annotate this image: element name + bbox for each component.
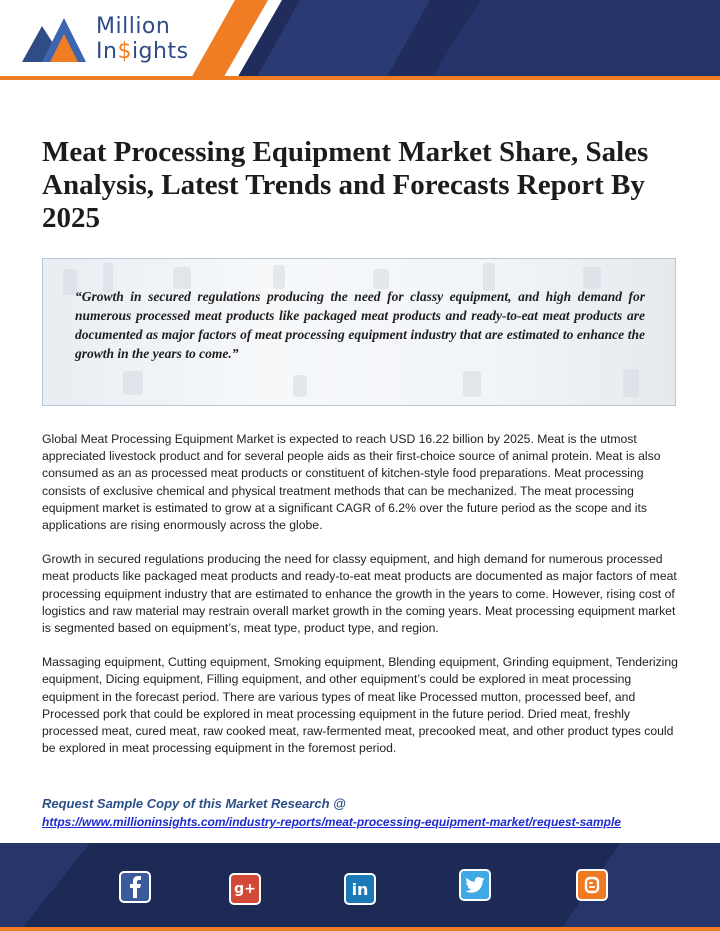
request-sample-heading: Request Sample Copy of this Market Research @: [42, 796, 346, 811]
report-title: Meat Processing Equipment Market Share, Sales Analysis, Latest Trends and Forecasts Report By 2025: [42, 136, 649, 234]
highlight-quote: “Growth in secured regulations producing the need for classy equipment, and high demand for numerous processed meat products like packaged meat products and ready-to-eat meat products are documented as major factors of meat processing equipment industry that are estimated to enhance the growth in the years to come.”: [75, 289, 645, 361]
logo-mountain-icon: [20, 12, 90, 64]
page-header: [0, 0, 720, 80]
logo-line-1: Million: [96, 14, 171, 39]
request-sample-link[interactable]: https://www.millioninsights.com/industry-reports/meat-processing-equipment-market/request-sample: [42, 815, 621, 829]
request-sample-section: [42, 795, 682, 831]
article-body: [42, 431, 682, 774]
paragraph: Global Meat Processing Equipment Market is expected to reach USD 16.22 billion by 2025. Meat is the utmost appreciated livestock product and for several people aids as their first-choice source of animal protein. Meat is also consumed as an as processed meat products or constituent of kitchen-style food preparations. Meat processing consists of exclusive chemical and physical treatment methods that can be mechanized. The meat processing equipment market is estimated to grow at a significant CAGR of 6.2% over the future period as the scope and its applications are rising enormously across the globe.: [42, 432, 661, 533]
million-insights-logo[interactable]: [20, 12, 200, 68]
google-plus-icon[interactable]: g+: [229, 873, 261, 905]
logo-line-2: In$ights: [96, 39, 189, 64]
twitter-icon[interactable]: [459, 869, 491, 901]
highlight-quote-box: [42, 258, 676, 406]
blogger-icon[interactable]: [576, 869, 608, 901]
paragraph: Massaging equipment, Cutting equipment, Smoking equipment, Blending equipment, Grinding equipment, Tenderizing equipment, Dicing equipment, Filling equipment, and other equipment’s could be explored in meat processing equipment in the forecast period. There are various types of meat like Processed mutton, processed beef, and Processed pork that could be explored in meat processing equipment in the future period. Dried meat, freshly processed meat, cured meat, raw cooked meat, raw-fermented meat, precooked meat, and other product types could be explored in meat processing equipment in the foremost period.: [42, 655, 678, 756]
page-footer: [0, 843, 720, 931]
linkedin-icon[interactable]: in: [344, 873, 376, 905]
paragraph: Growth in secured regulations producing the need for classy equipment, and high demand for numerous processed meat products like packaged meat products and ready-to-eat meat products are documented as major factors of meat processing equipment industry that are estimated to enhance the growth in the years to come. However, rising cost of logistics and raw material may restrain overall market growth in the coming years. Meat processing equipment market is segmented based on equipment’s, meat type, product type, and region.: [42, 552, 677, 636]
facebook-icon[interactable]: [119, 871, 151, 903]
